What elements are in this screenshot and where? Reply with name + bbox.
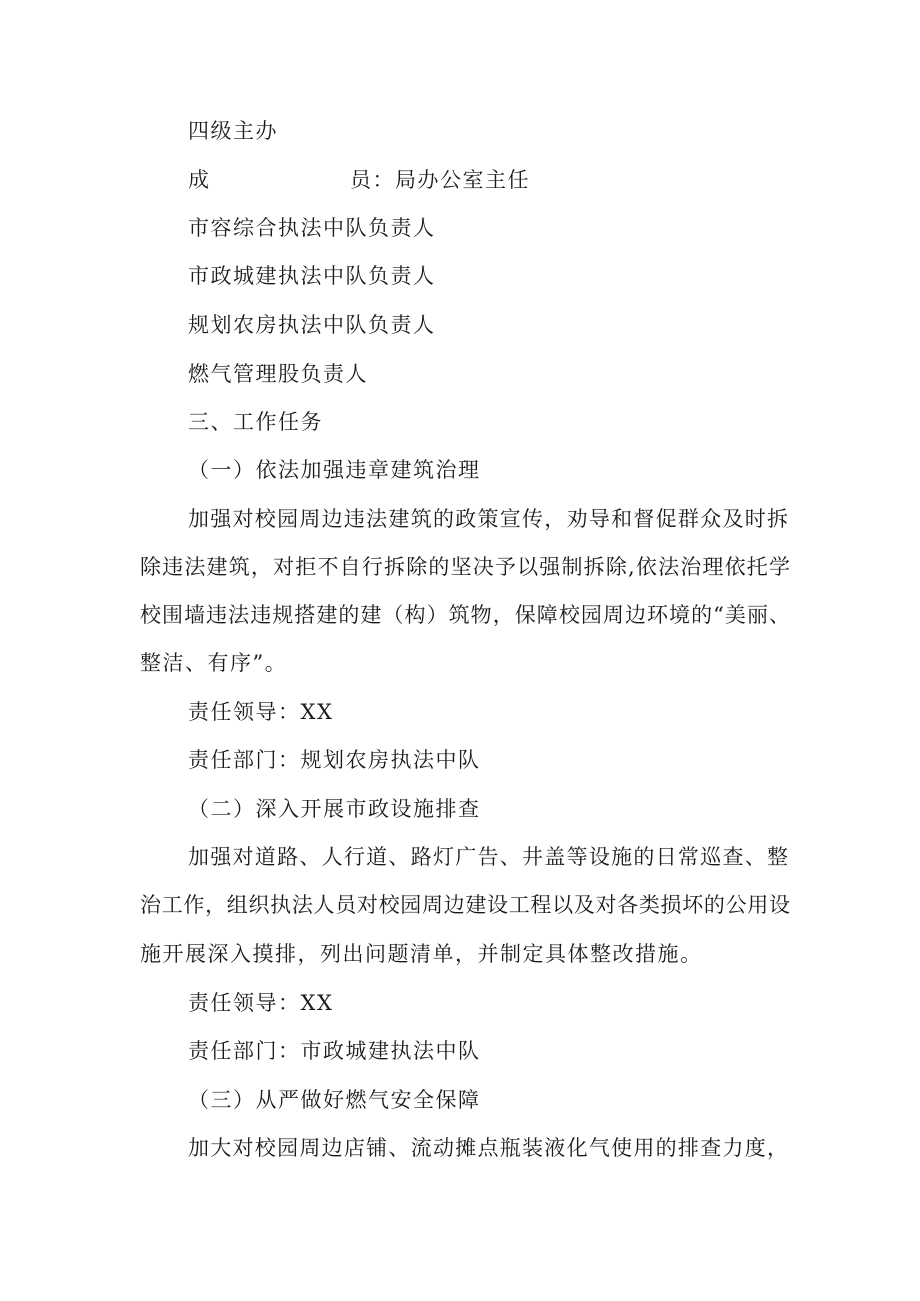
subheading-task-3: （三）从严做好燃气安全保障	[188, 1088, 481, 1112]
line-member-3: 规划农房执法中队负责人	[188, 313, 436, 337]
line-role-level: 四级主办	[188, 119, 278, 143]
responsible-leader-2: 责任领导：XX	[188, 991, 334, 1015]
section-heading-tasks: 三、工作任务	[188, 410, 323, 434]
line-member-4: 燃气管理股负责人	[188, 362, 368, 386]
line-members	[188, 166, 530, 194]
responsible-dept-1: 责任部门：规划农房执法中队	[188, 748, 481, 772]
line-member-1: 市容综合执法中队负责人	[188, 216, 436, 240]
responsible-dept-2: 责任部门：市政城建执法中队	[188, 1039, 481, 1063]
responsible-leader-1: 责任领导：XX	[188, 700, 334, 724]
paragraph-2-line-1: 加强对道路、人行道、路灯广告、井盖等设施的日常巡查、整	[188, 845, 788, 869]
subheading-task-1: （一）依法加强违章建筑治理	[188, 458, 481, 482]
paragraph-1-line-3: 校围墙违法违规搭建的建（构）筑物，保障校园周边环境的“美丽、	[140, 603, 790, 627]
members-label-end: 员：局办公室主任	[350, 168, 530, 192]
paragraph-1-line-2: 除违法建筑，对拒不自行拆除的坚决予以强制拆除,依法治理依托学	[140, 555, 790, 579]
members-label-start: 成	[188, 168, 211, 192]
paragraph-2-line-2: 治工作，组织执法人员对校园周边建设工程以及对各类损坏的公用设	[140, 893, 790, 917]
paragraph-1-line-1: 加强对校园周边违法建筑的政策宣传，劝导和督促群众及时拆	[188, 507, 788, 531]
subheading-task-2: （二）深入开展市政设施排查	[188, 797, 481, 821]
paragraph-2-line-3: 施开展深入摸排，列出问题清单，并制定具体整改措施。	[140, 942, 703, 966]
paragraph-3-line-1: 加大对校园周边店铺、流动摊点瓶装液化气使用的排查力度，	[188, 1136, 788, 1160]
paragraph-1-line-4: 整洁、有序”。	[140, 651, 288, 675]
line-member-2: 市政城建执法中队负责人	[188, 264, 436, 288]
